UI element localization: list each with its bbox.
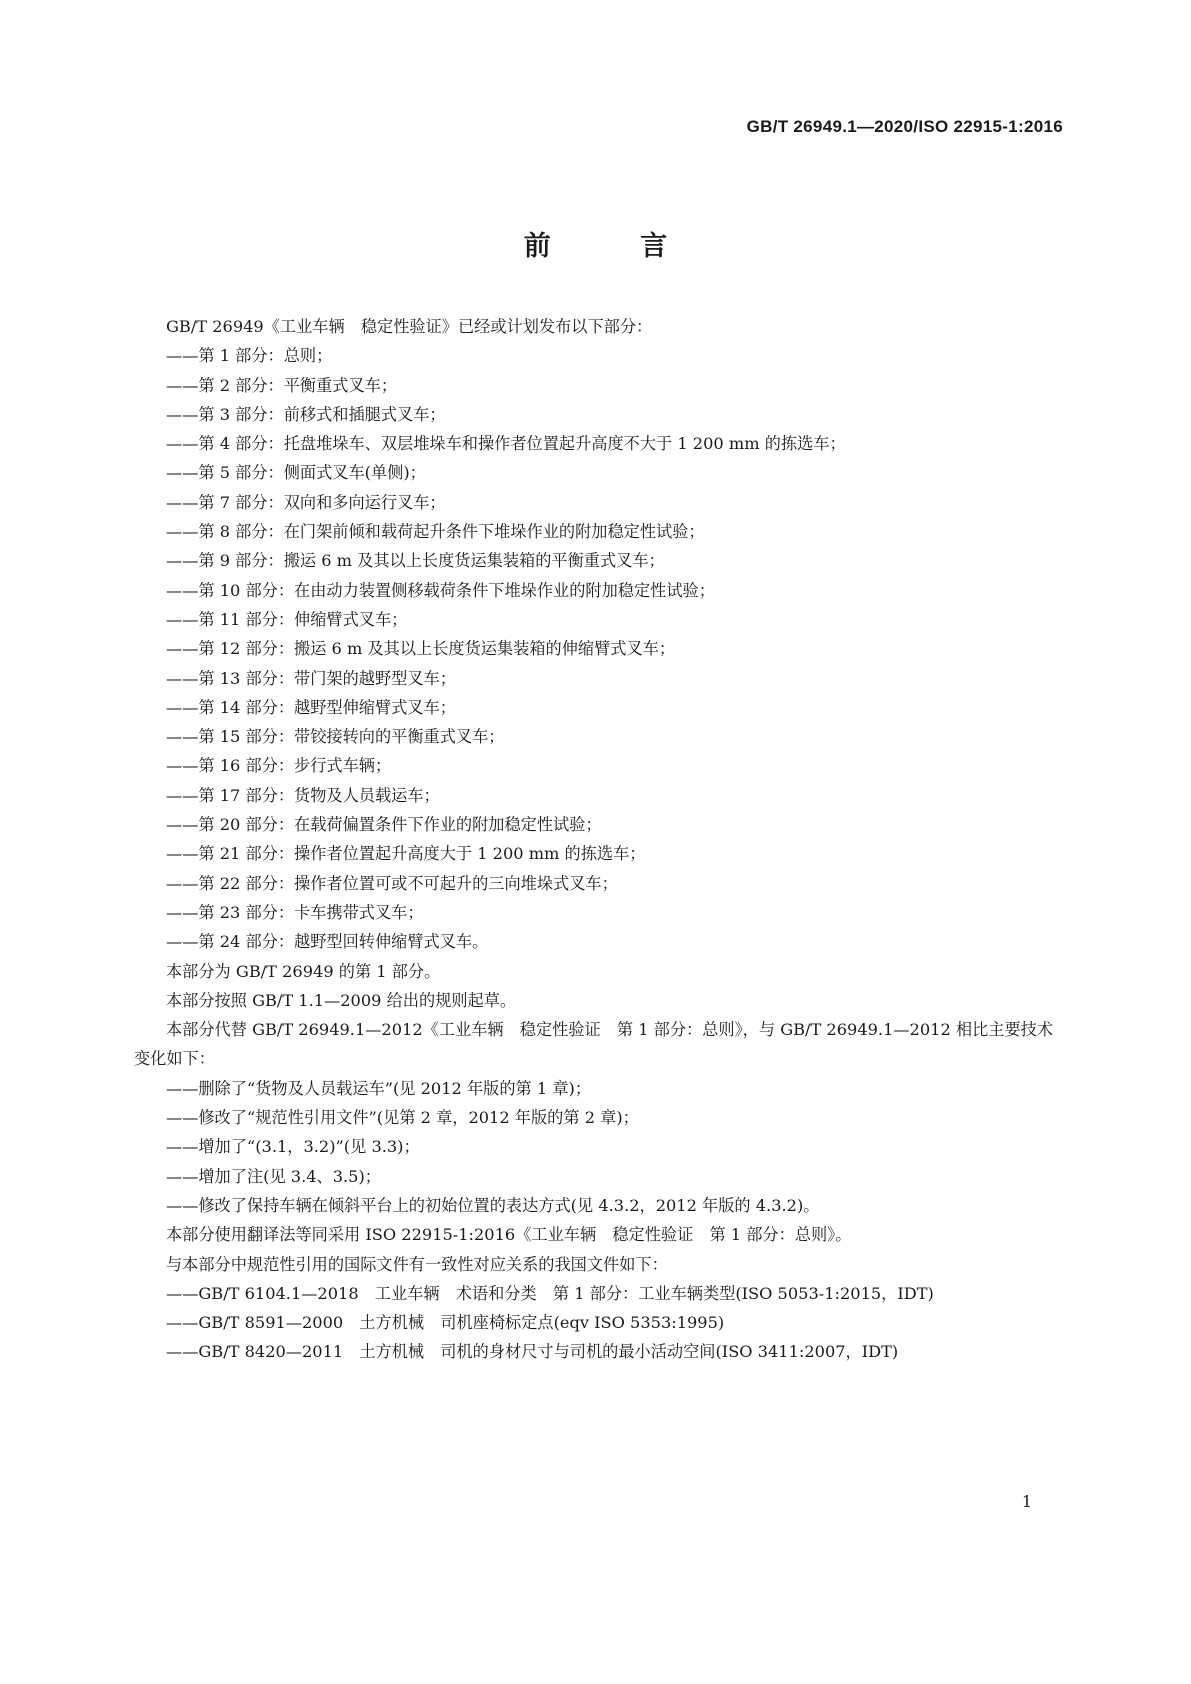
part-list-item: ——第 17 部分：货物及人员载运车； [166,785,440,805]
statement-replace: 本部分代替 GB/T 26949.1—2012《工业车辆 稳定性验证 第 1 部分：总则》，与 GB/T 26949.1—2012 相比主要技术变化如下： [134,1020,1054,1069]
part-list-item: ——第 11 部分：伸缩臂式叉车； [166,609,408,629]
statement-part: 本部分为 GB/T 26949 的第 1 部分。 [166,961,441,981]
part-list-item: ——第 7 部分：双向和多向运行叉车； [166,492,446,512]
part-list-item: ——第 13 部分：带门架的越野型叉车； [166,668,456,688]
part-list-item: ——第 16 部分：步行式车辆； [166,756,392,776]
page-title: 前 言 [523,231,708,262]
statement-adopt: 本部分使用翻译法等同采用 ISO 22915-1:2016《工业车辆 稳定性验证 第 1 部分：总则》。 [166,1225,852,1245]
part-list-item: ——第 23 部分：卡车携带式叉车； [166,902,424,922]
reference-list-item: ——GB/T 8420—2011 土方机械 司机的身材尺寸与司机的最小活动空间(ISO 3411:2007，IDT) [166,1342,899,1362]
change-list-item: ——删除了“货物及人员载运车”(见 2012 年版的第 1 章)； [166,1078,592,1098]
part-list-item: ——第 21 部分：操作者位置起升高度大于 1 200 mm 的拣选车； [166,844,646,864]
change-list-item: ——增加了注(见 3.4、3.5)； [166,1166,381,1186]
part-list-item: ——第 20 部分：在载荷偏置条件下作业的附加稳定性试验； [166,815,602,835]
reference-list-item: ——GB/T 6104.1—2018 工业车辆 术语和分类 第 1 部分：工业车辆类型(ISO 5053-1:2015，IDT) [166,1283,934,1303]
part-list-item: ——第 14 部分：越野型伸缩臂式叉车； [166,697,456,717]
part-list-item: ——第 4 部分：托盘堆垛车、双层堆垛车和操作者位置起升高度不大于 1 200 mm 的拣选车； [166,434,846,454]
page-number: 1 [1021,1492,1032,1511]
part-list-item: ——第 1 部分：总则； [166,346,333,366]
part-list-item: ——第 12 部分：搬运 6 m 及其以上长度货运集装箱的伸缩臂式叉车； [166,639,676,659]
statement-consistency: 与本部分中规范性引用的国际文件有一致性对应关系的我国文件如下： [166,1254,668,1274]
part-list-item: ——第 22 部分：操作者位置可或不可起升的三向堆垛式叉车； [166,873,618,893]
part-list-item: ——第 24 部分：越野型回转伸缩臂式叉车。 [166,932,489,952]
foreword-body [134,312,1060,1367]
part-list-item: ——第 15 部分：带铰接转向的平衡重式叉车； [166,727,505,747]
statement-rules: 本部分按照 GB/T 1.1—2009 给出的规则起草。 [166,990,517,1010]
part-list-item: ——第 10 部分：在由动力装置侧移载荷条件下堆垛作业的附加稳定性试验； [166,580,715,600]
change-list-item: ——增加了“(3.1，3.2)”(见 3.3)； [166,1137,420,1157]
part-list-item: ——第 9 部分：搬运 6 m 及其以上长度货运集装箱的平衡重式叉车； [166,551,665,571]
intro-paragraph: GB/T 26949《工业车辆 稳定性验证》已经或计划发布以下部分： [166,317,653,336]
part-list-item: ——第 5 部分：侧面式叉车(单侧)； [166,463,426,483]
change-list-item: ——修改了“规范性引用文件”(见第 2 章，2012 年版的第 2 章)； [166,1108,639,1128]
reference-list-item: ——GB/T 8591—2000 土方机械 司机座椅标定点(eqv ISO 5353:1995) [166,1313,725,1333]
part-list-item: ——第 3 部分：前移式和插腿式叉车； [166,404,446,424]
standard-code-header: GB/T 26949.1—2020/ISO 22915-1:2016 [746,117,1063,136]
part-list-item: ——第 2 部分：平衡重式叉车； [166,375,398,395]
part-list-item: ——第 8 部分：在门架前倾和载荷起升条件下堆垛作业的附加稳定性试验； [166,522,705,542]
change-list-item: ——修改了保持车辆在倾斜平台上的初始位置的表达方式(见 4.3.2，2012 年版的 4.3.2)。 [166,1195,820,1215]
